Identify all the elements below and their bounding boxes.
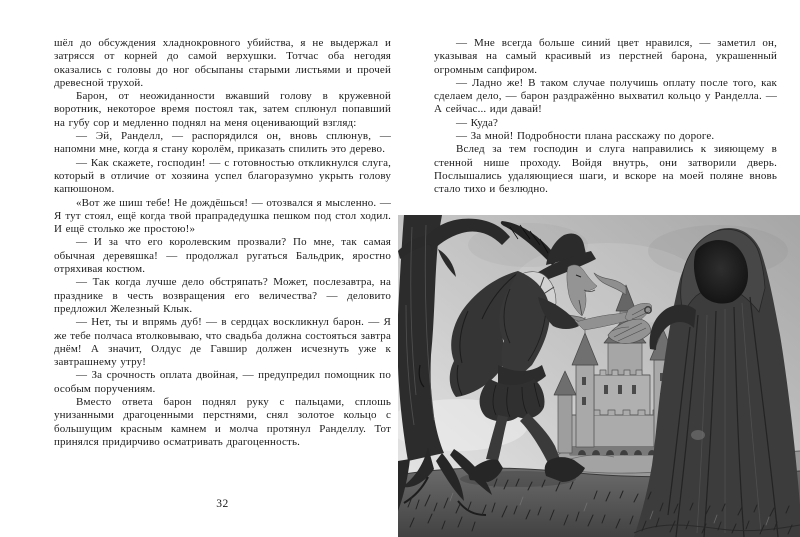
paragraph: шёл до обсуждения хладнокровного убийства, я не выдержал и затрясся от корней до самой верхушки. Тотчас оба негодяя оказались с головы до ног обсыпаны старыми листьями и прочей древесной трухой. — [54, 37, 391, 89]
paragraph: Барон, от неожиданности вжавший голову в кружевной воротник, некоторое время постоял так, затем сплюнул попавший на губу сор и медленно поднял на меня оценивающий взгляд: — [54, 90, 391, 129]
paragraph: — За срочность оплата двойная, — предупредил помощник по особым поручениям. — [54, 369, 391, 395]
paragraph: «Вот же шиш тебе! Не дождёшься! — отозвался я мысленно. — Я тут стоял, ещё когда твой прапрадедушка пешком под стол ходил. И ещё столько же простою!» — [54, 196, 391, 236]
left-page-text — [54, 37, 391, 449]
paragraph: — Как скажете, господин! — с готовностью откликнулся слуга, который в отличие от хозяина успел благоразумно укрыть голову капюшоном. — [54, 156, 391, 196]
paragraph: — Куда? — [456, 116, 499, 129]
paragraph: — Ладно же! В таком случае получишь оплату после того, как сделаем дело, — барон раздражённо выхватил кольцо у Ранделла. — А сейчас... иди давай! — [434, 76, 777, 116]
paragraph: — И за что его королевским прозвали? По мне, так самая обычная деревяшка! — продолжал ругаться Бальдрик, яростно отряхивая костюм. — [54, 236, 391, 276]
paragraph: Вместо ответа барон поднял руку с пальцами, сплошь унизанными драгоценными перстнями, снял золотое кольцо с большущим красным камнем и молча протянул Ранделлу. Тот принялся придирчиво осматривать драгоценность. — [54, 396, 391, 448]
paragraph: — За мной! Подробности плана расскажу по дороге. — [456, 130, 715, 143]
paragraph: — Так когда лучше дело обстряпать? Может, послезавтра, на празднике в честь возвращения его величества? — деловито предложил Железный Клык. — [54, 276, 391, 315]
right-page-text — [434, 37, 777, 197]
paragraph: Вслед за тем господин и слуга направились к зияющему в стенной нише проходу. Войдя внутрь, они затворили дверь. Послышались удаляющиеся шаги, и вскоре на моей поляне вновь стало тихо и безлюдно. — [434, 143, 777, 196]
paragraph: — Эй, Ранделл, — распорядился он, вновь сплюнув, — напомни мне, когда я стану королём, приказать спилить это дерево. — [54, 130, 391, 156]
paragraph: — Нет, ты и впрямь дуб! — в сердцах воскликнул барон. — Я же тебе полчаса втолковываю, что свадьба должна состояться завтра днём! А значит, Олдус де Гавшир должен исчезнуть уже к завтрашнему утру! — [54, 316, 391, 369]
illustration-svg — [398, 215, 800, 537]
book-illustration — [398, 215, 800, 537]
paragraph: — Мне всегда больше синий цвет нравился, — заметил он, указывая на самый красивый из перстней барона, украшенный огромным сапфиром. — [434, 37, 777, 76]
page-number: 32 — [216, 498, 229, 510]
